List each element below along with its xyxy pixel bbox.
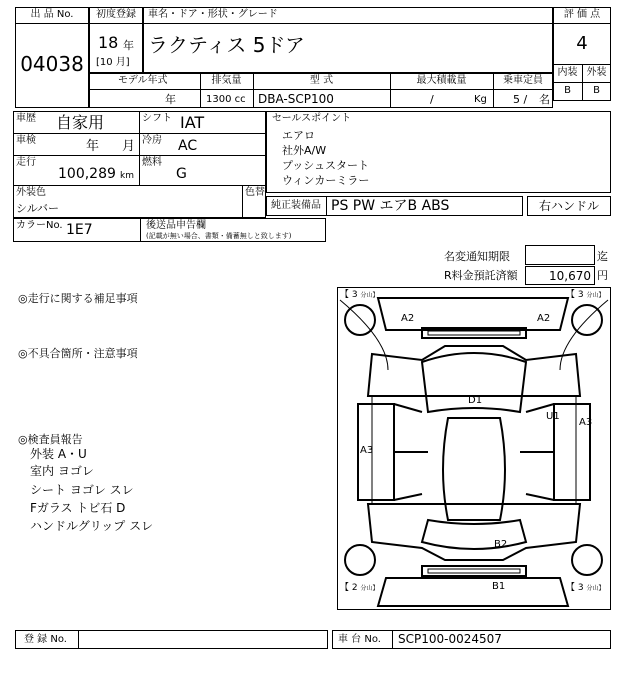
- name-change-label: 名変通知期限: [444, 250, 510, 263]
- mark-a3-left: A3: [360, 445, 374, 456]
- mark-a3-right: A3: [579, 417, 593, 428]
- color-label: 外装色: [16, 187, 46, 198]
- sales-point-3: プッシュスタート: [282, 159, 370, 172]
- car-name-label: 車名・ドア・形状・グレード: [148, 9, 278, 20]
- color-value: シルバー: [16, 202, 59, 215]
- model-label: 型 式: [309, 75, 334, 86]
- name-change-unit: 迄: [597, 250, 608, 263]
- color-no-value: 1E7: [66, 222, 93, 238]
- mark-u1: U1: [546, 411, 560, 422]
- rear-bumper: [378, 578, 568, 606]
- color-no-label: カラーNo.: [16, 220, 63, 231]
- wheel-rear-left: [345, 545, 375, 575]
- rating-label: 評 価 点: [563, 9, 601, 20]
- lot-no: 04038: [20, 52, 84, 76]
- capacity: 5 /: [513, 93, 528, 106]
- model-year-label: モデル年式: [118, 75, 168, 86]
- history-label: 車歴: [16, 113, 36, 124]
- sales-point-2: 社外A/W: [282, 144, 327, 157]
- inspection-year: 年: [86, 139, 100, 154]
- sales-label: セールスポイント: [272, 113, 352, 124]
- ac-label: 冷房: [142, 135, 162, 146]
- interior-label: 内装: [557, 67, 578, 78]
- tire-bl: 【 2 分山】: [340, 583, 379, 593]
- capacity-unit: 名: [539, 93, 550, 106]
- aftermarket-label: 後送品申告欄: [146, 220, 206, 231]
- rating-value: 4: [576, 33, 588, 54]
- shift-value: IAT: [180, 113, 205, 132]
- exterior-grade: B: [593, 85, 600, 96]
- mileage-value: 100,289: [58, 166, 116, 182]
- displacement: 1300 cc: [206, 94, 246, 105]
- first-reg-label: 初度登録: [96, 9, 136, 20]
- inspector-line-4: Fガラス トビ石 D: [30, 501, 126, 515]
- color-change-label: 色替: [245, 187, 265, 198]
- displacement-label: 排気量: [211, 75, 242, 86]
- chassis-no: SCP100-0024507: [398, 632, 502, 646]
- chassis-label: 車 台 No.: [338, 634, 381, 645]
- inspection-label: 車検: [16, 135, 36, 146]
- inspector-line-3: シート ヨゴレ スレ: [30, 483, 134, 497]
- mark-d1: D1: [468, 395, 483, 406]
- fuel-value: G: [176, 166, 187, 182]
- ac-value: AC: [178, 138, 198, 154]
- sales-point-4: ウィンカーミラー: [282, 174, 370, 187]
- handle-value: 右ハンドル: [538, 199, 599, 213]
- model-year-unit: 年: [165, 93, 176, 106]
- inspector-line-5: ハンドルグリップ スレ: [30, 519, 154, 533]
- max-load-label: 最大積載量: [416, 75, 467, 86]
- tire-tl: 【 3 分山】: [340, 290, 379, 300]
- max-load-slash: /: [430, 93, 434, 106]
- mark-a2-right: A2: [537, 313, 551, 324]
- fuel-label: 燃料: [142, 157, 162, 168]
- defects-heading: ◎不具合箇所・注意事項: [18, 347, 138, 360]
- aftermarket-note: (記載が無い場合、書類・備蓄無しと致します): [146, 232, 292, 240]
- reg-no-label: 登 録 No.: [24, 634, 67, 645]
- car-name: ラクティス 5ドア: [148, 33, 305, 57]
- inspection-month: 月: [122, 139, 136, 154]
- exterior-label: 外装: [586, 67, 607, 78]
- recycle-value: 10,670: [549, 269, 591, 283]
- model-code: DBA-SCP100: [258, 92, 334, 106]
- interior-grade: B: [564, 85, 571, 96]
- shift-label: シフト: [142, 113, 172, 124]
- equipment-items: PS PW エアB ABS: [331, 198, 450, 214]
- driving-heading: ◎走行に関する補足事項: [18, 292, 138, 305]
- capacity-label: 乗車定員: [503, 75, 543, 86]
- max-load-unit: Kg: [474, 94, 487, 105]
- recycle-unit: 円: [597, 269, 608, 282]
- mileage-unit: km: [120, 171, 134, 181]
- sales-point-1: エアロ: [282, 129, 315, 142]
- history-value: 自家用: [56, 113, 105, 132]
- inspector-line-2: 室内 ヨゴレ: [30, 464, 94, 478]
- mark-a2-left: A2: [401, 313, 415, 324]
- first-reg-month: [10 月]: [96, 57, 130, 68]
- first-reg-year-unit: 年: [123, 39, 134, 52]
- equipment-label: 純正装備品: [271, 200, 321, 211]
- inspector-heading: ◎検査員報告: [18, 433, 83, 446]
- inspector-line-1: 外装 A・U: [30, 447, 87, 461]
- mark-b2: B2: [494, 539, 508, 550]
- mileage-label: 走行: [16, 157, 36, 168]
- recycle-label: R料金預託済額: [444, 269, 518, 282]
- first-reg-year: 18: [98, 33, 119, 52]
- tire-tr: 【 3 分山】: [566, 290, 605, 300]
- lot-no-label: 出 品 No.: [30, 9, 74, 20]
- trunk: [368, 504, 580, 560]
- wheel-rear-right: [572, 545, 602, 575]
- mark-b1: B1: [492, 581, 506, 592]
- tire-br: 【 3 分山】: [566, 583, 605, 593]
- rear-window: [422, 520, 526, 549]
